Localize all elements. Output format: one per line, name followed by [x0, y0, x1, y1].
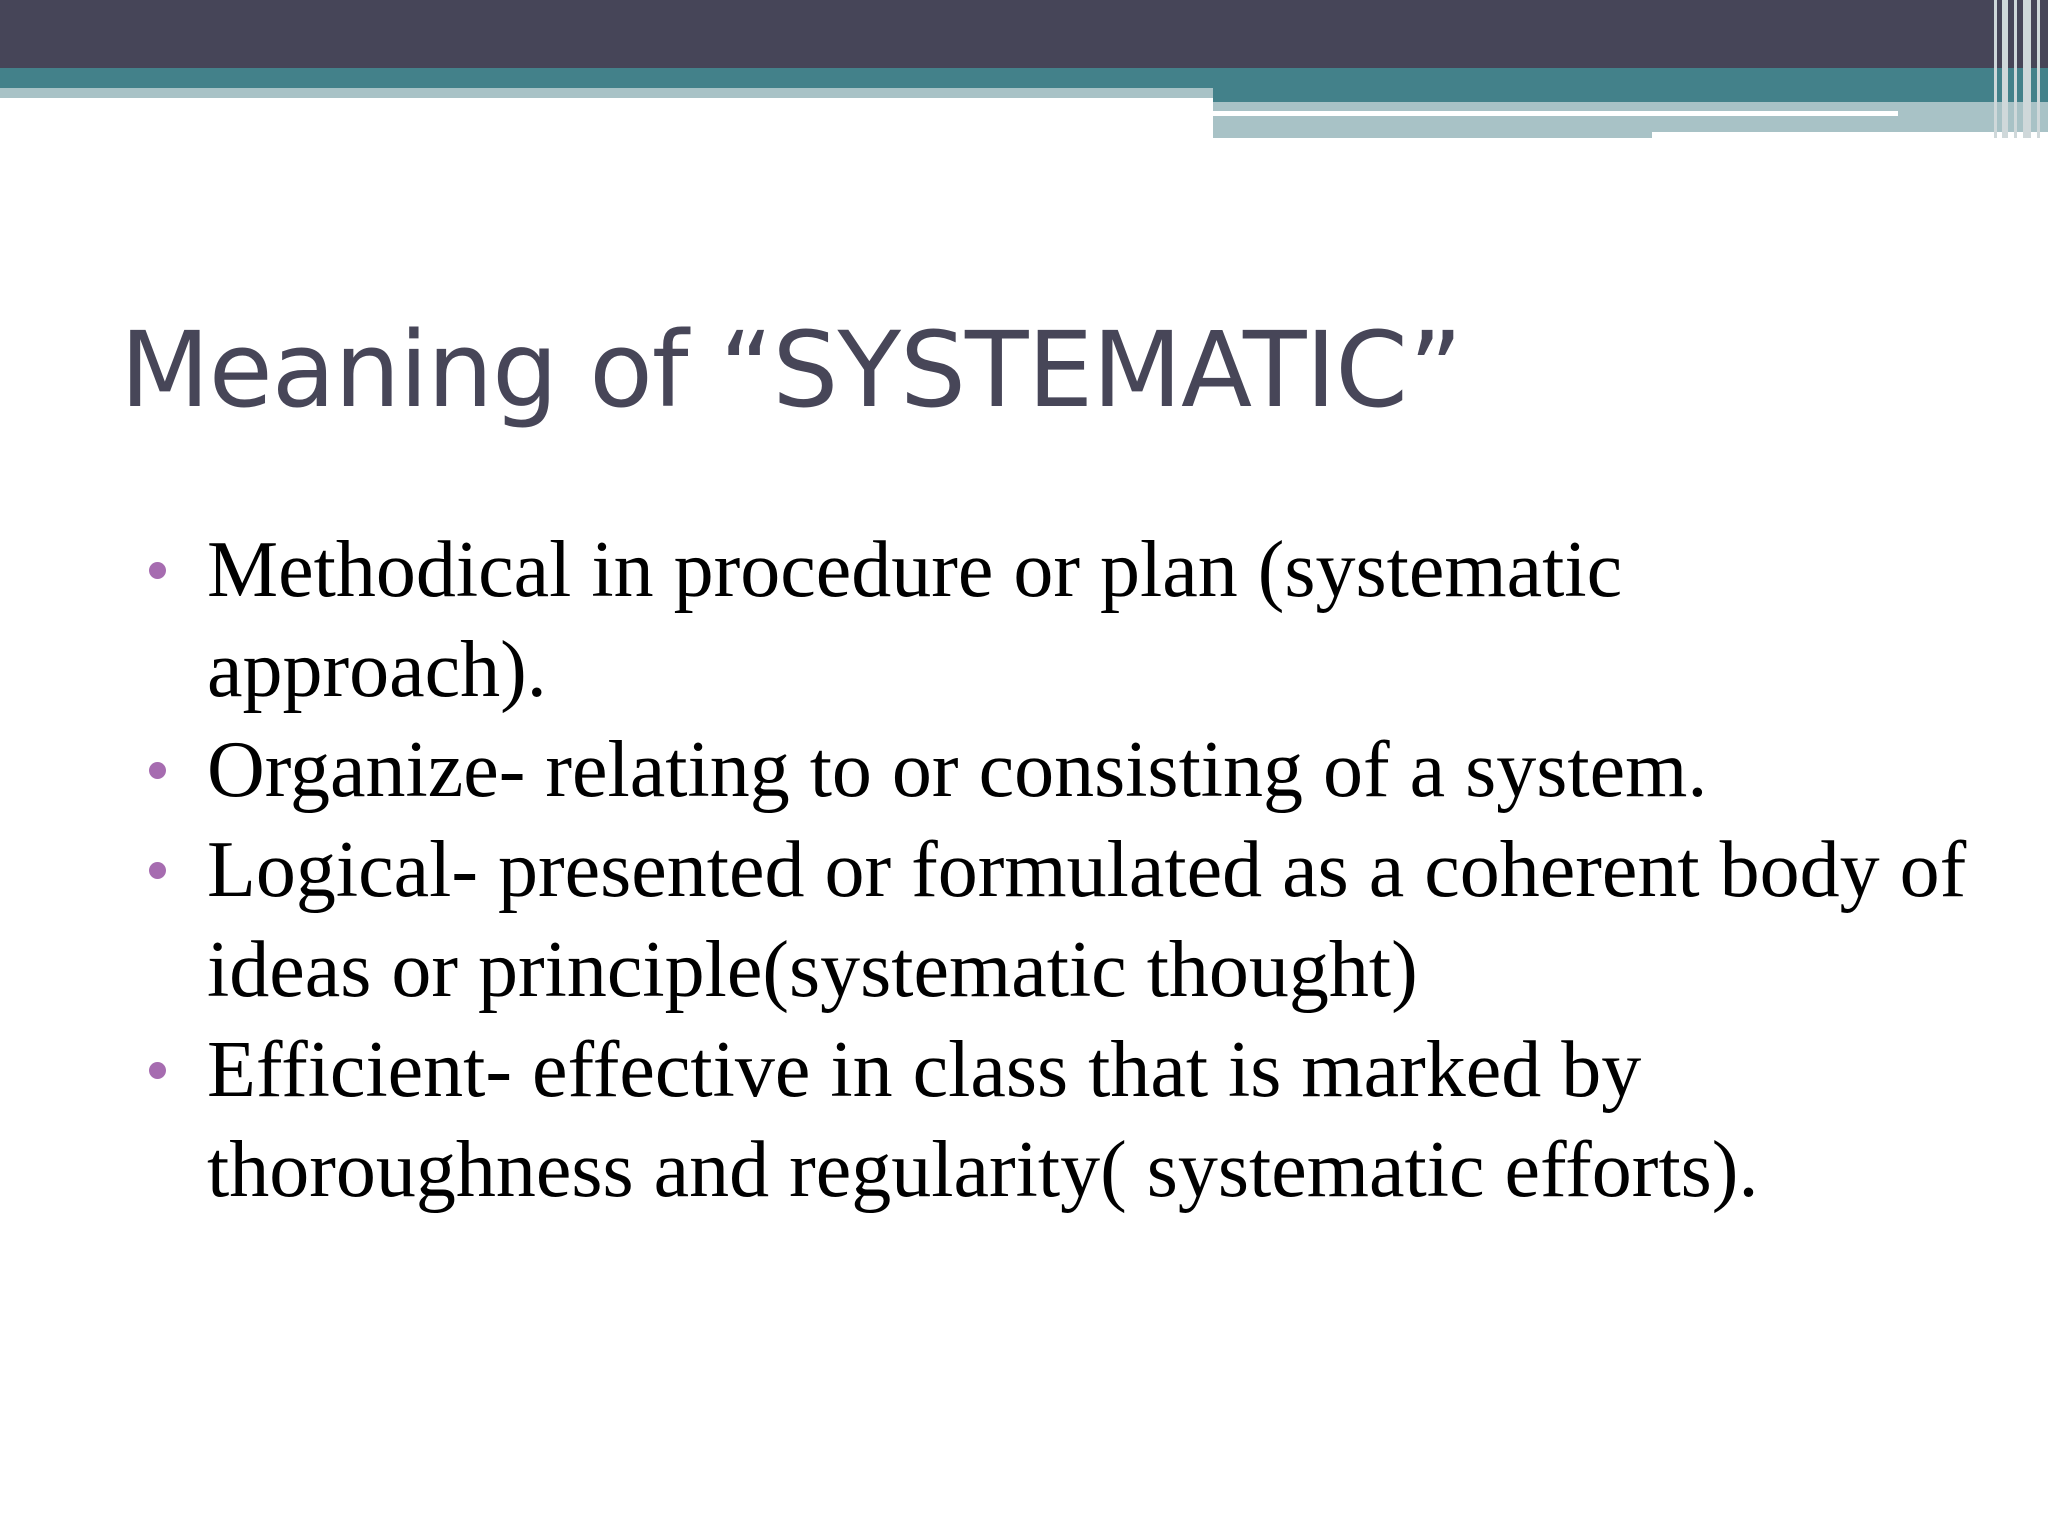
- header-teal-bar-left: [0, 68, 1213, 88]
- bullet-text: Efficient- effective in class that is marked by thoroughness and regularity( systematic efforts).: [207, 1026, 1759, 1214]
- bullet-text: Organize- relating to or consisting of a system.: [207, 726, 1708, 814]
- edge-stripes: [1990, 0, 2048, 138]
- bullet-item: [145, 820, 1975, 1020]
- bullet-item: [145, 520, 1975, 720]
- bullet-item: [145, 720, 1975, 820]
- bullet-text: Logical- presented or formulated as a coherent body of ideas or principle(systematic thought): [207, 826, 1967, 1014]
- header-white-line: [1213, 111, 1898, 116]
- bullet-item: [145, 1020, 1975, 1220]
- bullet-list: [145, 520, 1975, 1220]
- bullet-dot-icon: [149, 862, 166, 879]
- bullet-dot-icon: [149, 762, 166, 779]
- bullet-text: Methodical in procedure or plan (systematic approach).: [207, 526, 1623, 714]
- bullet-dot-icon: [149, 562, 166, 579]
- header-dark-bar: [0, 0, 2048, 68]
- bullet-dot-icon: [149, 1062, 166, 1079]
- header-teal-bar-right: [1213, 68, 2048, 102]
- header-white-notch: [1652, 132, 2048, 138]
- header-light-bar-left: [0, 88, 1213, 98]
- slide-title: Meaning of “SYSTEMATIC”: [120, 309, 1462, 431]
